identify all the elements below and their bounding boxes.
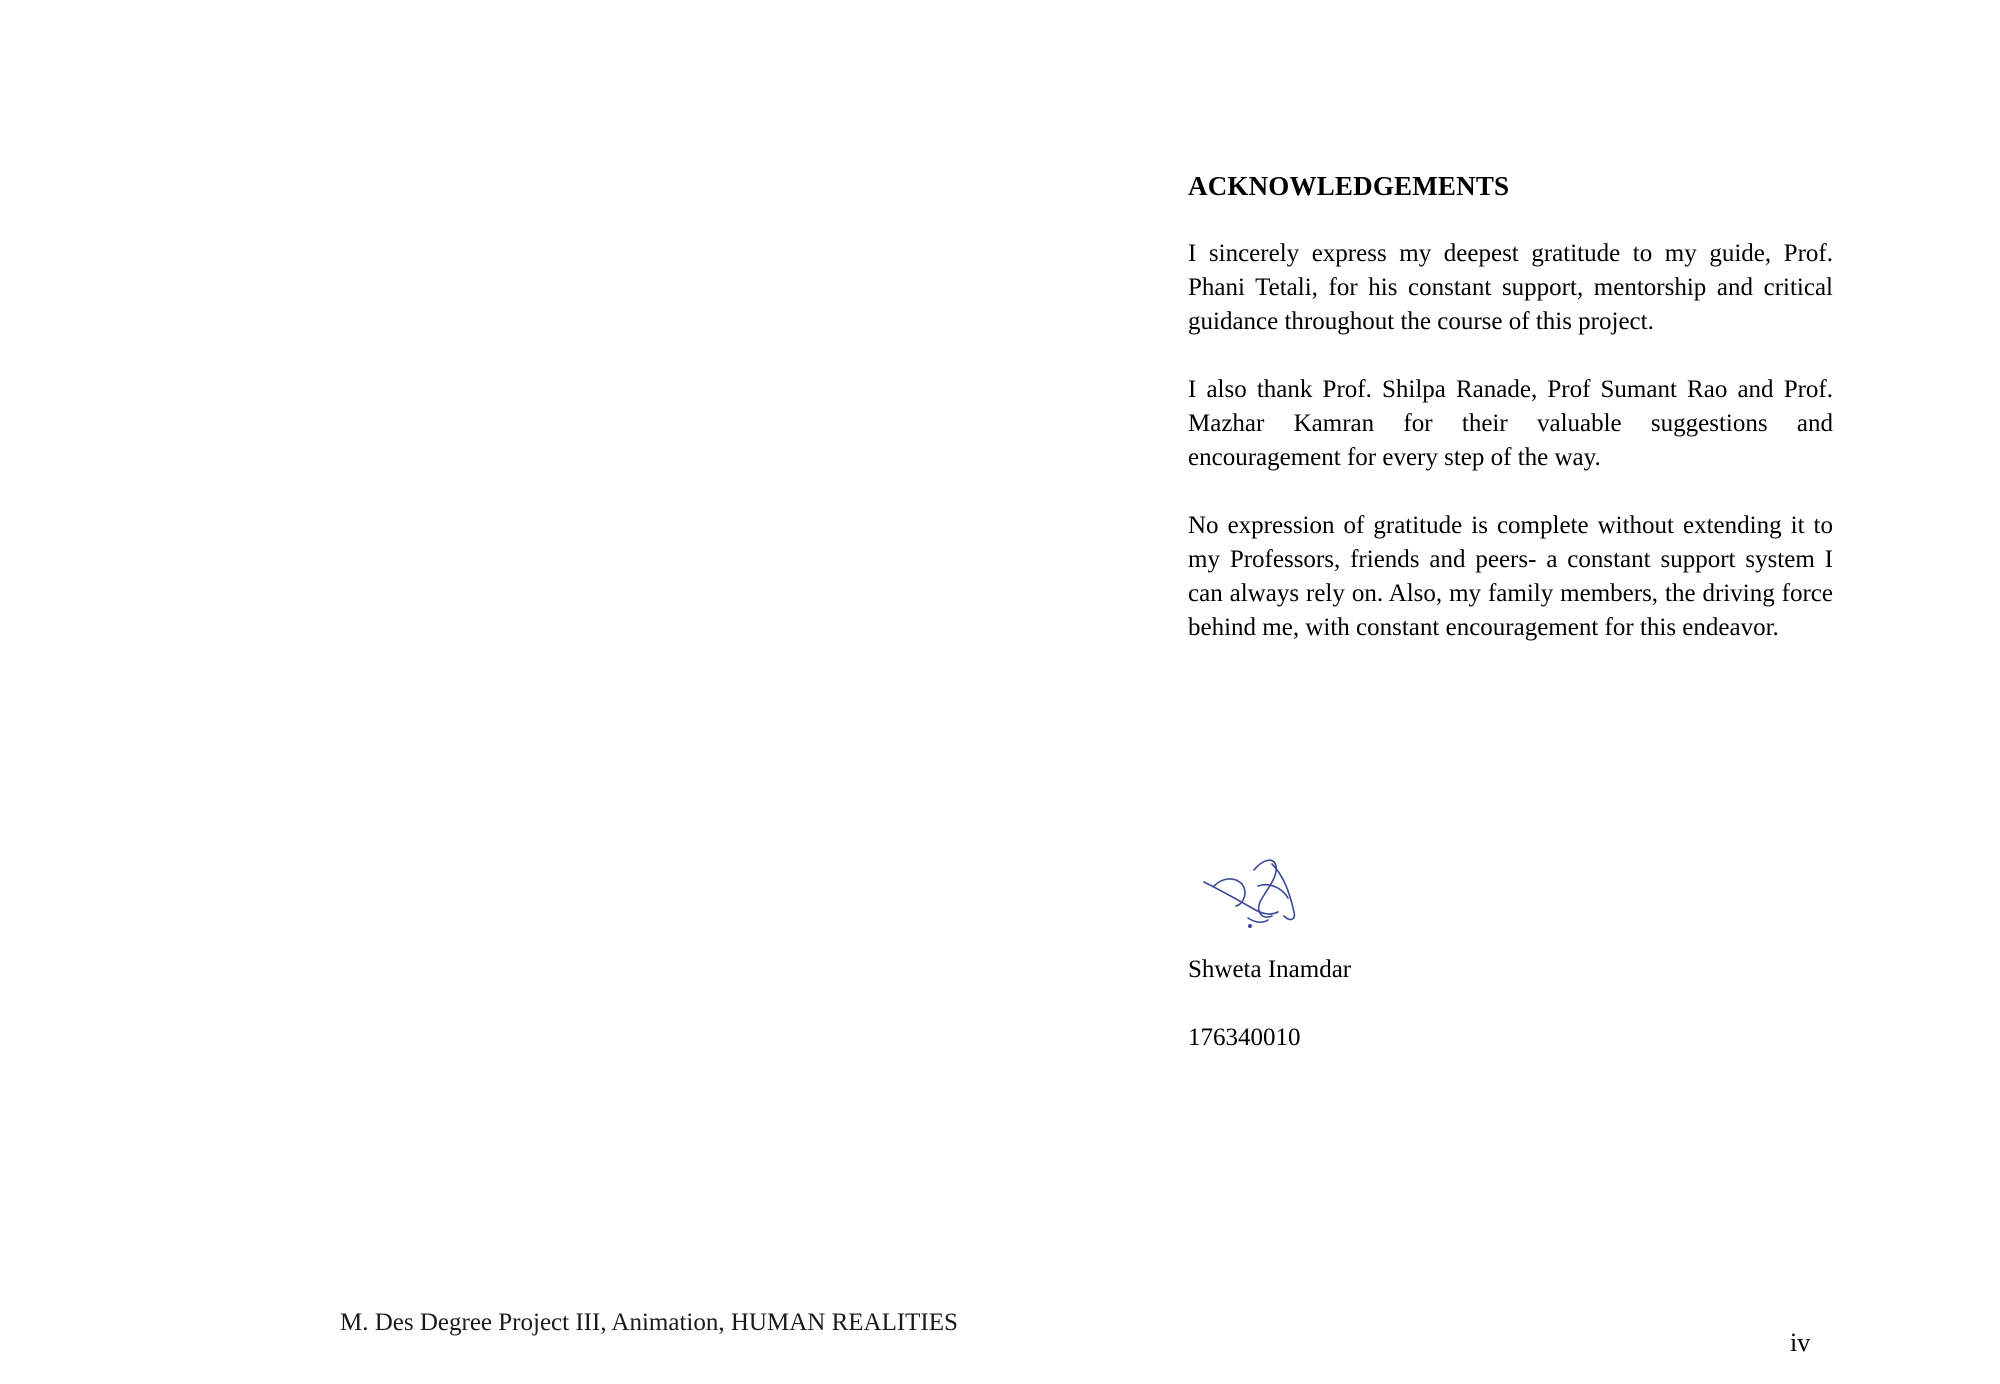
author-id: 176340010 — [1188, 1024, 1301, 1051]
acknowledgements-section — [1188, 168, 1833, 679]
running-footer: M. Des Degree Project III, Animation, HUMAN REALITIES — [340, 1309, 958, 1336]
author-name: Shweta Inamdar — [1188, 956, 1352, 983]
paragraph-guide-thanks: I sincerely express my deepest gratitude to my guide, Prof. Phani Tetali, for his constant support, mentorship and critical guidance throughout the course of this project. — [1188, 240, 1833, 335]
paragraph-faculty-thanks: I also thank Prof. Shilpa Ranade, Prof Sumant Rao and Prof. Mazhar Kamran for their valuable suggestions and encouragement for every step of the way. — [1188, 376, 1833, 471]
section-heading: ACKNOWLEDGEMENTS — [1188, 171, 1510, 201]
page-number: iv — [1790, 1328, 1811, 1357]
handwritten-signature — [1192, 846, 1328, 936]
paragraph-friends-family-thanks: No expression of gratitude is complete without extending it to my Professors, friends and peers- a constant support system I can always rely on. Also, my family members, the driving force behind me, with constant encouragement for this endeavor. — [1188, 512, 1833, 641]
